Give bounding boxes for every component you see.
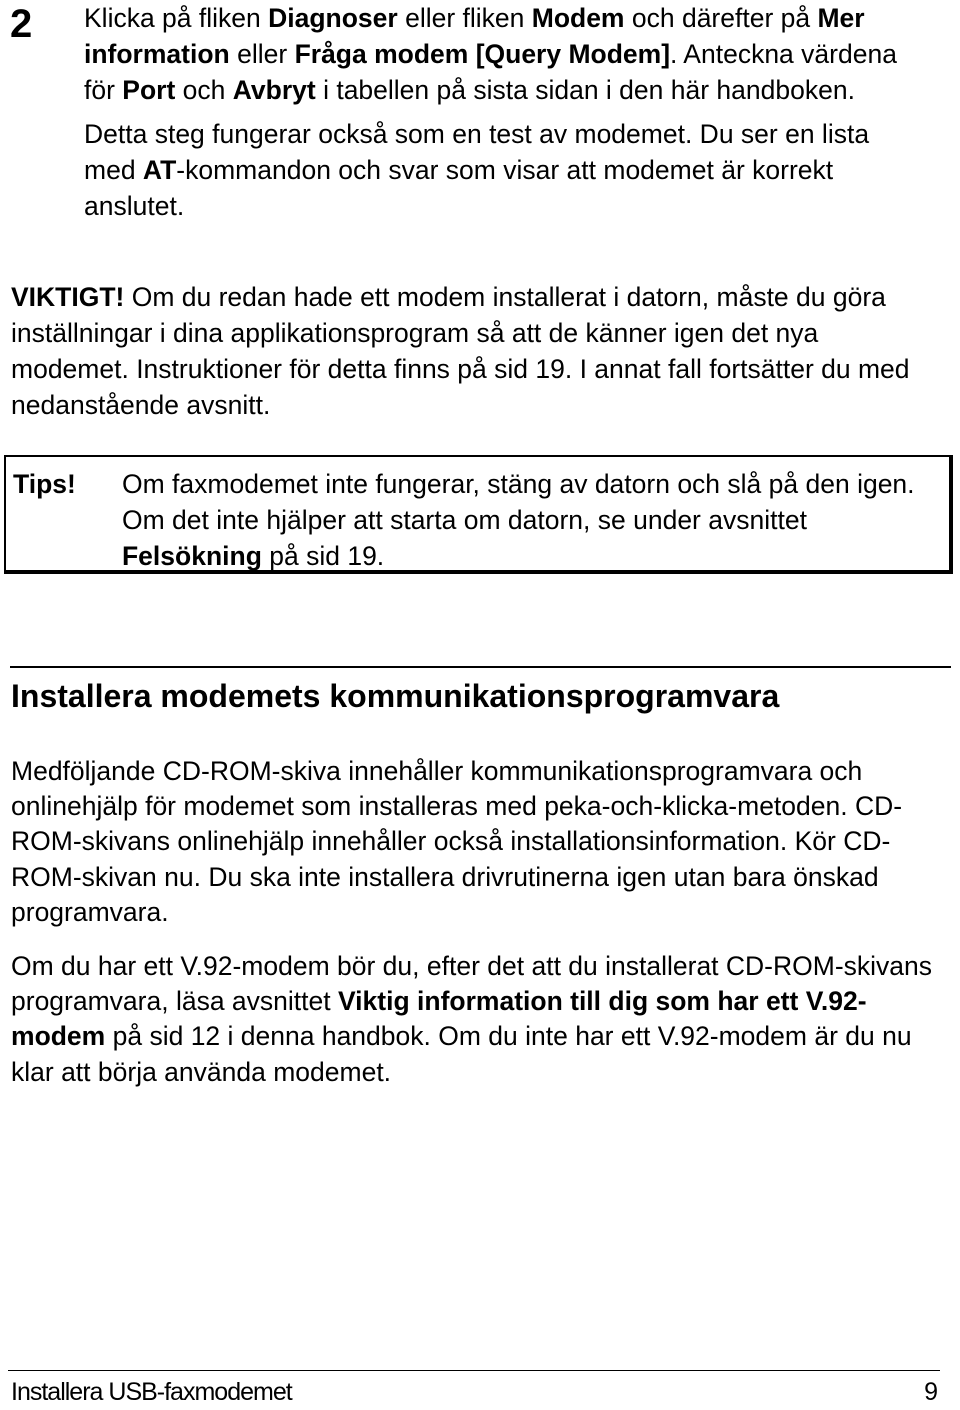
section-heading: Installera modemets kommunikationsprogramvara: [11, 678, 780, 714]
section-paragraph-2: Om du har ett V.92-modem bör du, efter det att du installerat CD-ROM-skivans programvara, läsa avsnittet Viktig information till dig som har ett V.92-modem på sid 12 i denna handbok. Om du inte har ett V.92-modem är du nu klar att börja använda modemet.: [11, 951, 933, 1087]
step-paragraph-2: Detta steg fungerar också som en test av modemet. Du ser en lista med AT-kommandon och svar som visar att modemet är korrekt anslutet.: [84, 119, 870, 221]
important-note: [11, 279, 941, 423]
step-paragraph-1: Klicka på fliken Diagnoser eller fliken Modem och därefter på Mer information eller Fråga modem [Query Modem]. Anteckna värdena för Port och Avbryt i tabellen på sista sidan i den här handboken.: [84, 3, 897, 105]
section-paragraph-1: Medföljande CD-ROM-skiva innehåller kommunikationsprogramvara och onlinehjälp för modemet som installeras med peka-och-klicka-metoden. CD-ROM-skivans onlinehjälp innehåller också installationsinformation. Kör CD-ROM-skivan nu. Du ska inte installera drivrutinerna igen utan bara önskad programvara.: [11, 756, 903, 927]
step-instructions: [84, 0, 924, 224]
page-number: 9: [924, 1378, 938, 1406]
footer-title: Installera USB-faxmodemet: [11, 1378, 292, 1406]
tips-text: Om faxmodemet inte fungerar, stäng av datorn och slå på den igen. Om det inte hjälper att starta om datorn, se under avsnittet Felsökning på sid 19.: [122, 469, 915, 571]
footer-divider: [8, 1370, 940, 1371]
important-label: VIKTIGT!: [11, 282, 125, 312]
step-number: 2: [10, 2, 33, 46]
section-divider: [10, 666, 951, 668]
tips-box: [4, 455, 953, 574]
tips-label: Tips!: [13, 469, 76, 499]
important-text: Om du redan hade ett modem installerat i datorn, måste du göra inställningar i dina applikationsprogram så att de känner igen det nya modemet. Instruktioner för detta finns på sid 19. I annat fall fortsätter du med nedanstående avsnitt.: [11, 282, 910, 420]
